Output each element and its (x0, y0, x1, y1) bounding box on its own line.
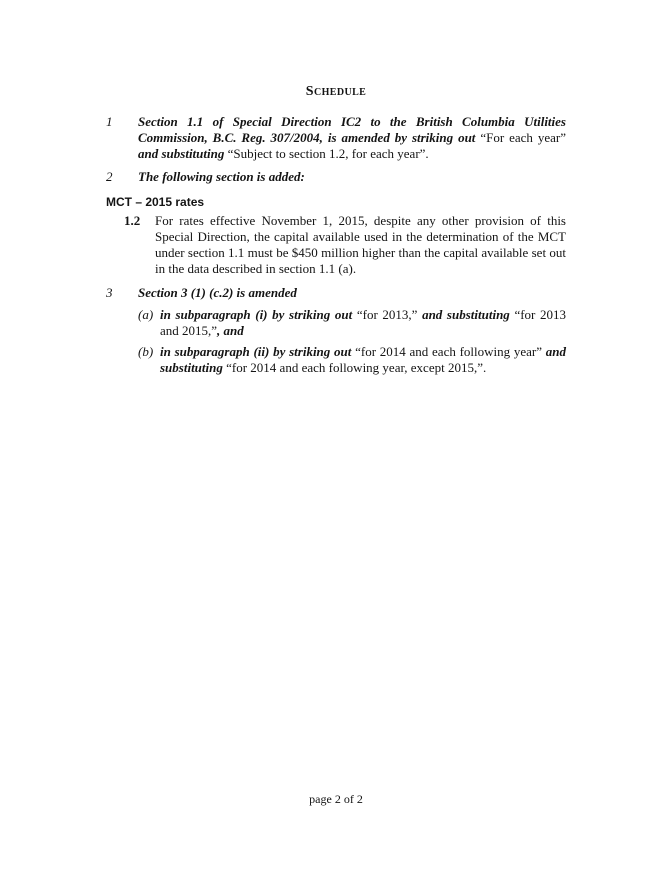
item-1-part2: “For each year” (480, 130, 567, 145)
item-number: 2 (106, 169, 113, 184)
para-a-part5: , and (217, 323, 244, 338)
item-1-part1: Section 1.1 of Special Direction IC2 to the British Columbia Utilities Commission, B.C. Reg. 307/2004, is amended by striking out (138, 114, 566, 145)
subsection-text: For rates effective November 1, 2015, despite any other provision of this Special Direction, the capital available used in the determination of the MCT under section 1.1 must be $450 million higher than the capital available set out in the data described in section 1.1 (a). (155, 213, 566, 276)
para-a-part1: in subparagraph (i) by striking out (160, 307, 357, 322)
subsection-number: 1.2 (124, 213, 141, 228)
paragraph-b-text (160, 344, 566, 376)
item-1-part4: “Subject to section 1.2, for each year” (227, 146, 426, 161)
para-b-part2: “for 2014 and each following year” (355, 344, 543, 359)
item-1-part3: and substituting (138, 146, 228, 161)
para-b-part1: in subparagraph (ii) by striking out (160, 344, 356, 359)
item-3 (106, 285, 566, 301)
para-a-part2: “for 2013,” (356, 307, 418, 322)
para-b-part3: and substituting (160, 344, 567, 375)
item-2 (106, 169, 566, 185)
item-number: 1 (106, 114, 113, 129)
paragraph-b (138, 344, 566, 376)
schedule-title: Schedule (305, 84, 367, 99)
item-1 (106, 114, 566, 162)
paragraph-a-text (160, 307, 566, 339)
item-1-text (138, 114, 566, 162)
item-3-text: Section 3 (1) (c.2) is amended (138, 285, 297, 300)
item-number: 3 (106, 285, 113, 300)
para-a-part3: and substituting (417, 307, 515, 322)
section-heading: MCT – 2015 rates (106, 195, 205, 209)
subsection-1-2 (124, 213, 566, 277)
para-a-part4: “for 2013 and 2015,” (160, 307, 566, 338)
paragraph-label: (a) (138, 307, 154, 322)
item-1-part5: . (425, 146, 429, 161)
page-footer: page 2 of 2 (309, 792, 363, 806)
paragraph-a (138, 307, 566, 339)
para-b-part5: . (482, 360, 487, 375)
paragraph-label: (b) (138, 344, 154, 359)
item-2-text: The following section is added: (138, 169, 305, 184)
para-b-part4: “for 2014 and each following year, except 2015,” (226, 360, 483, 375)
